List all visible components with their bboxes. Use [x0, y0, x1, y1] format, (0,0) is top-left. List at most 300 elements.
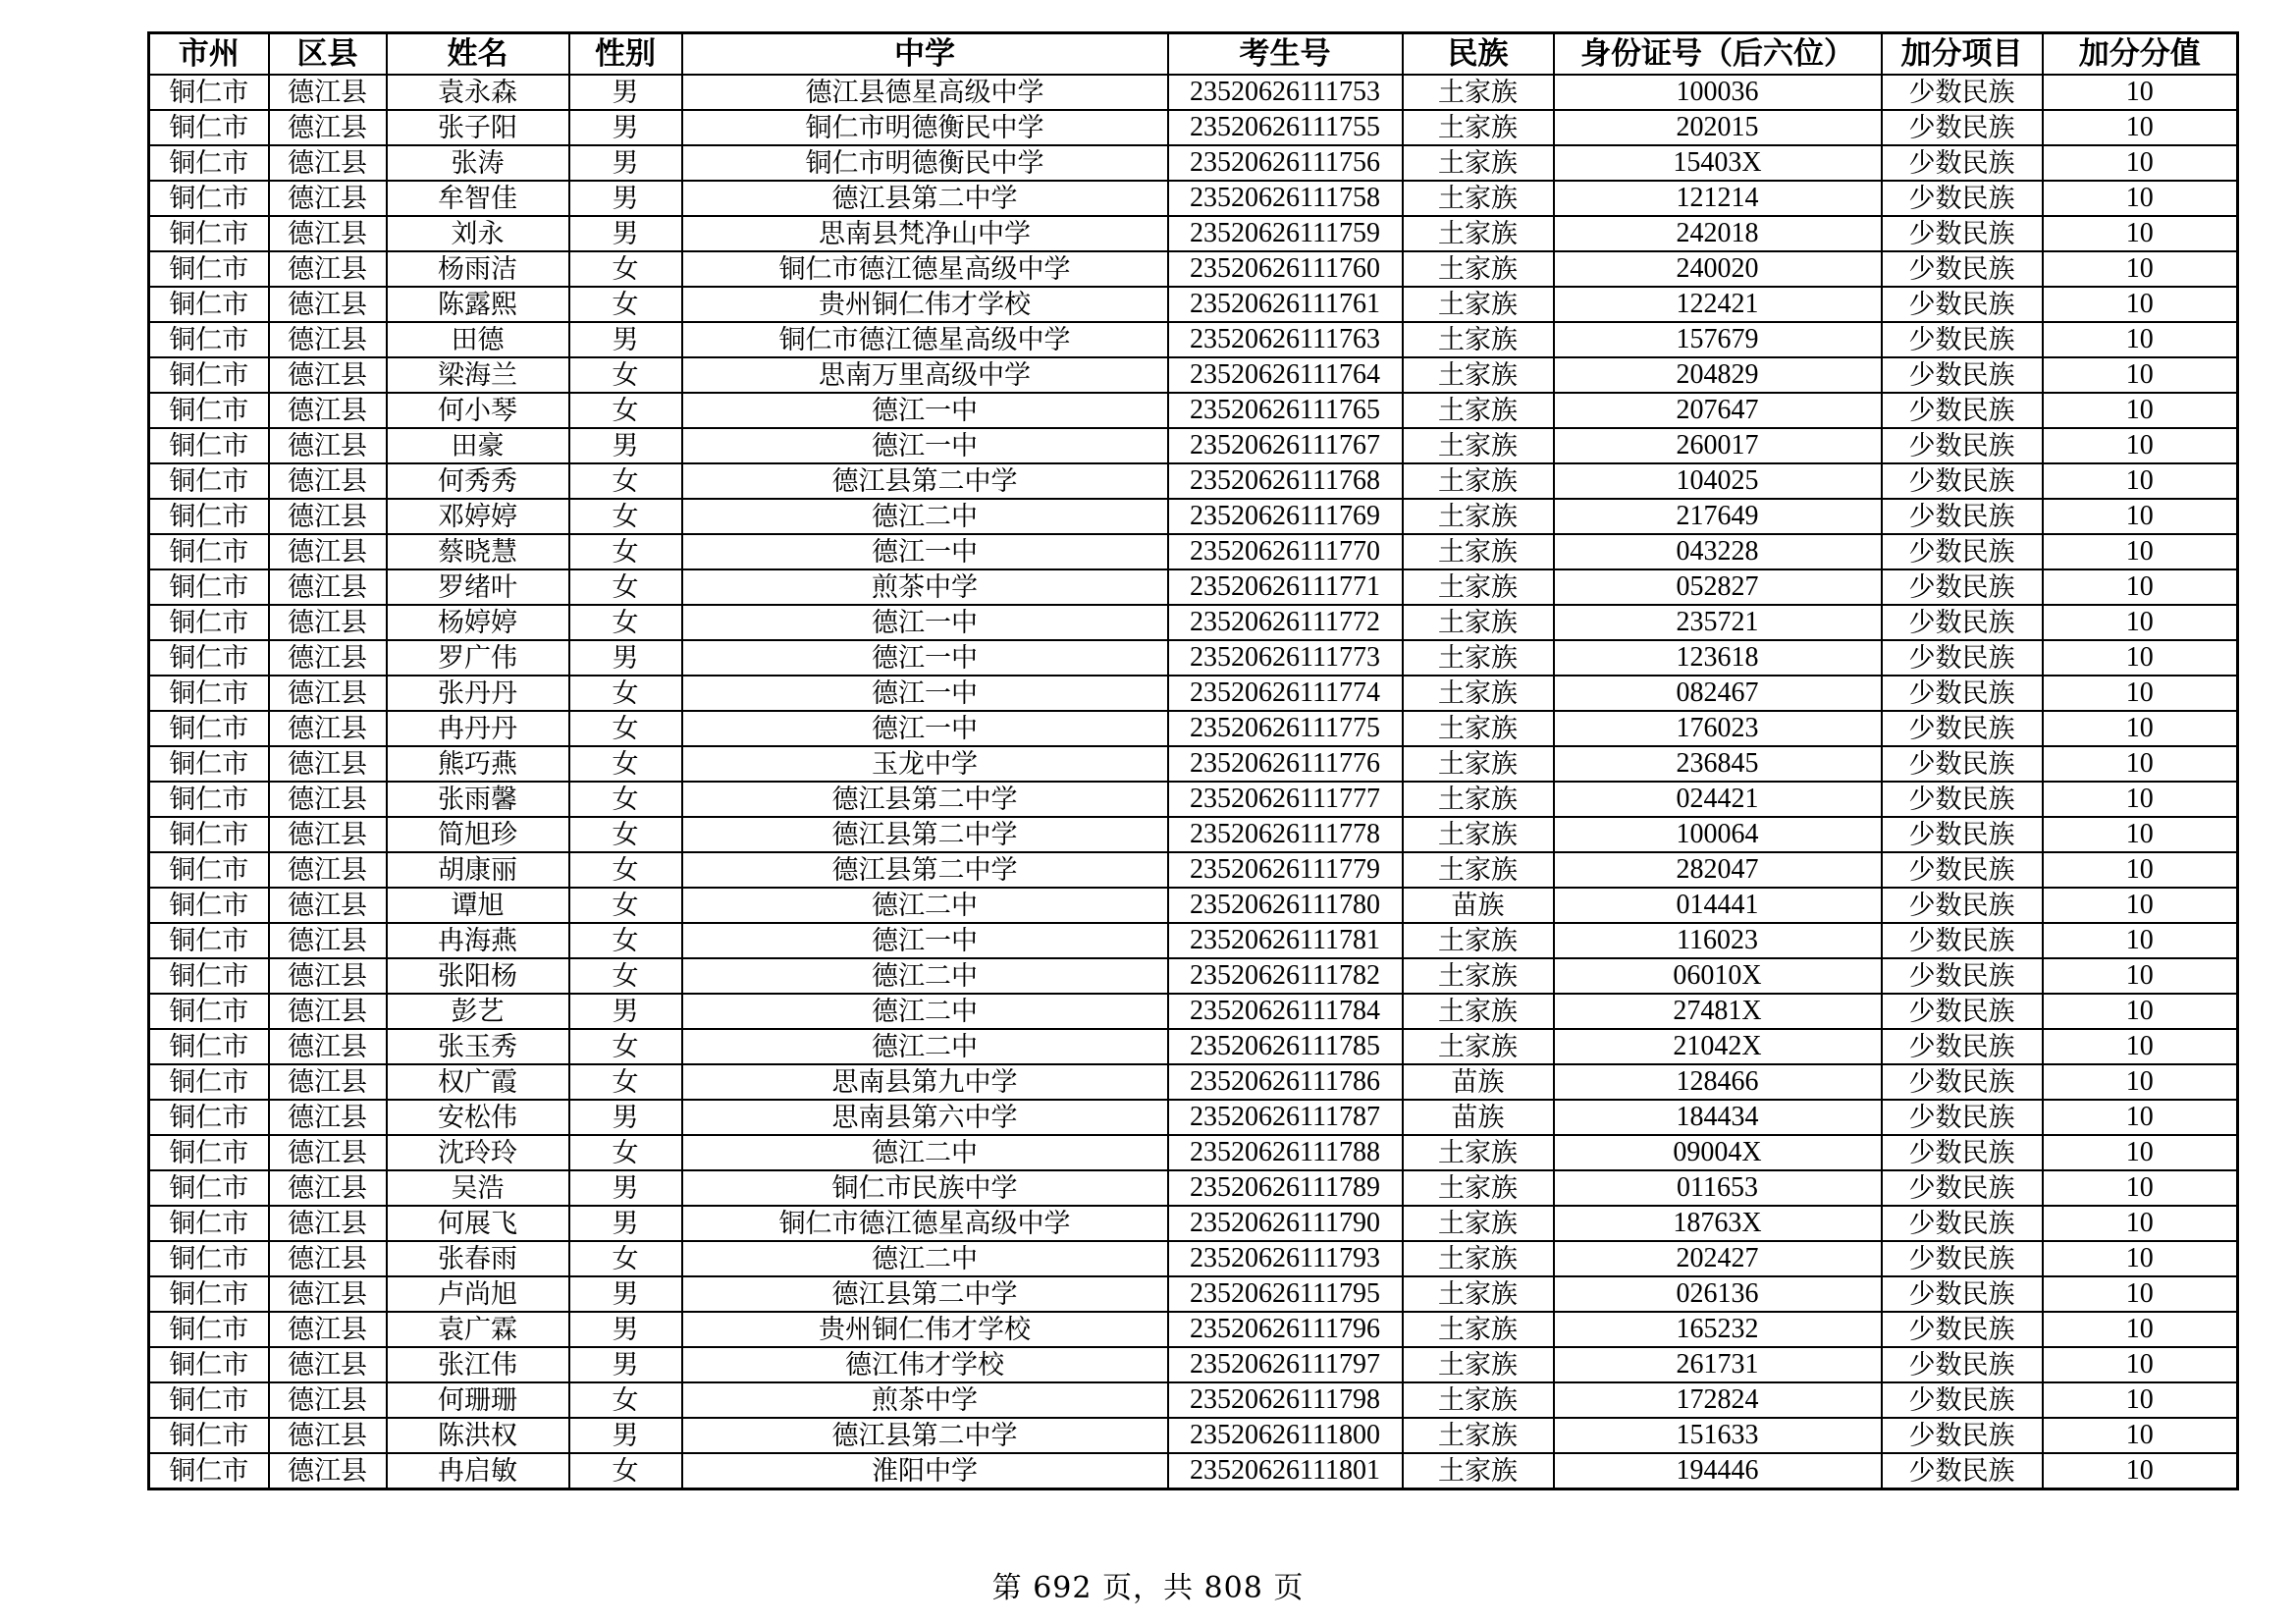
cell-ethnicity: 土家族: [1403, 75, 1554, 110]
cell-bonus-item: 少数民族: [1882, 1347, 2043, 1382]
cell-gender: 男: [569, 1170, 682, 1206]
cell-id-suffix: 15403X: [1554, 145, 1882, 181]
cell-bonus-value: 10: [2043, 852, 2238, 888]
cell-id-suffix: 116023: [1554, 923, 1882, 958]
table-row: [149, 782, 2238, 817]
cell-ethnicity: 土家族: [1403, 322, 1554, 357]
cell-id-suffix: 261731: [1554, 1347, 1882, 1382]
cell-gender: 女: [569, 958, 682, 994]
cell-exam-number: 23520626111777: [1168, 782, 1403, 817]
cell-bonus-value: 10: [2043, 534, 2238, 569]
cell-school: 德江县第二中学: [682, 181, 1168, 216]
cell-county: 德江县: [269, 1100, 387, 1135]
cell-name: 邓婷婷: [387, 499, 569, 534]
cell-name: 卢尚旭: [387, 1276, 569, 1312]
cell-city: 铜仁市: [149, 287, 269, 322]
cell-city: 铜仁市: [149, 958, 269, 994]
cell-ethnicity: 土家族: [1403, 1241, 1554, 1276]
cell-school: 淮阳中学: [682, 1453, 1168, 1489]
cell-id-suffix: 242018: [1554, 216, 1882, 251]
cell-school: 铜仁市明德衡民中学: [682, 110, 1168, 145]
cell-gender: 男: [569, 428, 682, 463]
cell-city: 铜仁市: [149, 1276, 269, 1312]
header-id-suffix: 身份证号（后六位）: [1554, 33, 1882, 76]
cell-bonus-value: 10: [2043, 1453, 2238, 1489]
cell-bonus-item: 少数民族: [1882, 1312, 2043, 1347]
cell-ethnicity: 土家族: [1403, 1135, 1554, 1170]
cell-bonus-value: 10: [2043, 1135, 2238, 1170]
header-bonus-value: 加分分值: [2043, 33, 2238, 76]
table-row: [149, 888, 2238, 923]
cell-city: 铜仁市: [149, 357, 269, 393]
cell-ethnicity: 土家族: [1403, 499, 1554, 534]
cell-bonus-value: 10: [2043, 569, 2238, 605]
cell-bonus-item: 少数民族: [1882, 1453, 2043, 1489]
cell-bonus-item: 少数民族: [1882, 817, 2043, 852]
cell-name: 张玉秀: [387, 1029, 569, 1064]
cell-city: 铜仁市: [149, 1312, 269, 1347]
cell-ethnicity: 土家族: [1403, 1418, 1554, 1453]
cell-gender: 男: [569, 75, 682, 110]
cell-bonus-item: 少数民族: [1882, 569, 2043, 605]
cell-county: 德江县: [269, 1418, 387, 1453]
cell-city: 铜仁市: [149, 534, 269, 569]
cell-school: 德江一中: [682, 923, 1168, 958]
cell-bonus-item: 少数民族: [1882, 75, 2043, 110]
cell-county: 德江县: [269, 216, 387, 251]
cell-exam-number: 23520626111765: [1168, 393, 1403, 428]
cell-gender: 女: [569, 463, 682, 499]
cell-exam-number: 23520626111772: [1168, 605, 1403, 640]
cell-ethnicity: 土家族: [1403, 357, 1554, 393]
cell-name: 何秀秀: [387, 463, 569, 499]
cell-name: 刘永: [387, 216, 569, 251]
cell-bonus-item: 少数民族: [1882, 888, 2043, 923]
cell-exam-number: 23520626111758: [1168, 181, 1403, 216]
cell-bonus-item: 少数民族: [1882, 428, 2043, 463]
cell-county: 德江县: [269, 145, 387, 181]
cell-school: 德江一中: [682, 676, 1168, 711]
cell-gender: 男: [569, 1347, 682, 1382]
cell-school: 铜仁市德江德星高级中学: [682, 1206, 1168, 1241]
cell-exam-number: 23520626111789: [1168, 1170, 1403, 1206]
cell-county: 德江县: [269, 251, 387, 287]
cell-exam-number: 23520626111753: [1168, 75, 1403, 110]
table-row: [149, 110, 2238, 145]
cell-city: 铜仁市: [149, 1418, 269, 1453]
cell-school: 德江二中: [682, 958, 1168, 994]
cell-id-suffix: 235721: [1554, 605, 1882, 640]
cell-ethnicity: 土家族: [1403, 428, 1554, 463]
cell-gender: 男: [569, 1100, 682, 1135]
cell-exam-number: 23520626111797: [1168, 1347, 1403, 1382]
cell-id-suffix: 165232: [1554, 1312, 1882, 1347]
cell-gender: 女: [569, 782, 682, 817]
cell-exam-number: 23520626111764: [1168, 357, 1403, 393]
cell-id-suffix: 217649: [1554, 499, 1882, 534]
cell-county: 德江县: [269, 1347, 387, 1382]
table-row: [149, 1418, 2238, 1453]
cell-id-suffix: 176023: [1554, 711, 1882, 746]
cell-bonus-item: 少数民族: [1882, 181, 2043, 216]
cell-id-suffix: 260017: [1554, 428, 1882, 463]
cell-bonus-item: 少数民族: [1882, 746, 2043, 782]
table-row: [149, 216, 2238, 251]
cell-ethnicity: 土家族: [1403, 782, 1554, 817]
cell-county: 德江县: [269, 287, 387, 322]
cell-exam-number: 23520626111787: [1168, 1100, 1403, 1135]
cell-county: 德江县: [269, 357, 387, 393]
table-row: [149, 852, 2238, 888]
cell-bonus-value: 10: [2043, 958, 2238, 994]
cell-school: 德江一中: [682, 534, 1168, 569]
cell-city: 铜仁市: [149, 1170, 269, 1206]
cell-ethnicity: 土家族: [1403, 605, 1554, 640]
cell-exam-number: 23520626111800: [1168, 1418, 1403, 1453]
cell-exam-number: 23520626111775: [1168, 711, 1403, 746]
table-row: [149, 958, 2238, 994]
cell-name: 熊巧燕: [387, 746, 569, 782]
cell-exam-number: 23520626111756: [1168, 145, 1403, 181]
cell-city: 铜仁市: [149, 1382, 269, 1418]
cell-county: 德江县: [269, 782, 387, 817]
cell-bonus-value: 10: [2043, 994, 2238, 1029]
cell-city: 铜仁市: [149, 463, 269, 499]
cell-city: 铜仁市: [149, 817, 269, 852]
cell-id-suffix: 052827: [1554, 569, 1882, 605]
cell-name: 安松伟: [387, 1100, 569, 1135]
cell-school: 思南万里高级中学: [682, 357, 1168, 393]
cell-id-suffix: 240020: [1554, 251, 1882, 287]
cell-exam-number: 23520626111796: [1168, 1312, 1403, 1347]
cell-exam-number: 23520626111798: [1168, 1382, 1403, 1418]
cell-county: 德江县: [269, 958, 387, 994]
cell-name: 沈玲玲: [387, 1135, 569, 1170]
cell-gender: 女: [569, 1241, 682, 1276]
cell-gender: 女: [569, 1382, 682, 1418]
cell-bonus-value: 10: [2043, 1418, 2238, 1453]
cell-bonus-value: 10: [2043, 1206, 2238, 1241]
cell-county: 德江县: [269, 181, 387, 216]
cell-bonus-item: 少数民族: [1882, 605, 2043, 640]
cell-bonus-value: 10: [2043, 110, 2238, 145]
cell-id-suffix: 27481X: [1554, 994, 1882, 1029]
cell-id-suffix: 100064: [1554, 817, 1882, 852]
cell-school: 思南县第九中学: [682, 1064, 1168, 1100]
cell-gender: 女: [569, 852, 682, 888]
cell-city: 铜仁市: [149, 852, 269, 888]
cell-exam-number: 23520626111801: [1168, 1453, 1403, 1489]
table-row: [149, 711, 2238, 746]
cell-gender: 女: [569, 1029, 682, 1064]
cell-school: 德江伟才学校: [682, 1347, 1168, 1382]
cell-ethnicity: 土家族: [1403, 463, 1554, 499]
cell-school: 贵州铜仁伟才学校: [682, 1312, 1168, 1347]
header-name: 姓名: [387, 33, 569, 76]
table-row: [149, 676, 2238, 711]
cell-ethnicity: 土家族: [1403, 145, 1554, 181]
cell-ethnicity: 土家族: [1403, 817, 1554, 852]
cell-gender: 女: [569, 287, 682, 322]
cell-gender: 女: [569, 393, 682, 428]
cell-id-suffix: 202015: [1554, 110, 1882, 145]
cell-city: 铜仁市: [149, 428, 269, 463]
table-row: [149, 534, 2238, 569]
cell-exam-number: 23520626111778: [1168, 817, 1403, 852]
cell-city: 铜仁市: [149, 1064, 269, 1100]
cell-exam-number: 23520626111795: [1168, 1276, 1403, 1312]
cell-bonus-value: 10: [2043, 322, 2238, 357]
cell-ethnicity: 土家族: [1403, 216, 1554, 251]
cell-county: 德江县: [269, 640, 387, 676]
page-number-footer: 第 692 页，共 808 页: [991, 1571, 1305, 1605]
cell-name: 吴浩: [387, 1170, 569, 1206]
cell-name: 袁永森: [387, 75, 569, 110]
cell-bonus-value: 10: [2043, 711, 2238, 746]
cell-county: 德江县: [269, 605, 387, 640]
table-row: [149, 1453, 2238, 1489]
cell-bonus-value: 10: [2043, 357, 2238, 393]
cell-school: 思南县第六中学: [682, 1100, 1168, 1135]
cell-ethnicity: 土家族: [1403, 958, 1554, 994]
cell-gender: 男: [569, 110, 682, 145]
cell-school: 德江一中: [682, 393, 1168, 428]
cell-exam-number: 23520626111785: [1168, 1029, 1403, 1064]
cell-bonus-value: 10: [2043, 251, 2238, 287]
cell-ethnicity: 土家族: [1403, 1276, 1554, 1312]
table-row: [149, 145, 2238, 181]
cell-bonus-item: 少数民族: [1882, 1418, 2043, 1453]
cell-city: 铜仁市: [149, 393, 269, 428]
cell-id-suffix: 21042X: [1554, 1029, 1882, 1064]
cell-gender: 男: [569, 994, 682, 1029]
cell-bonus-value: 10: [2043, 676, 2238, 711]
cell-county: 德江县: [269, 994, 387, 1029]
cell-exam-number: 23520626111776: [1168, 746, 1403, 782]
header-exam-number: 考生号: [1168, 33, 1403, 76]
cell-name: 冉丹丹: [387, 711, 569, 746]
cell-bonus-item: 少数民族: [1882, 534, 2043, 569]
table-row: [149, 251, 2238, 287]
table-body: [149, 75, 2238, 1489]
cell-bonus-value: 10: [2043, 782, 2238, 817]
cell-bonus-item: 少数民族: [1882, 463, 2043, 499]
cell-exam-number: 23520626111788: [1168, 1135, 1403, 1170]
cell-school: 德江县第二中学: [682, 1276, 1168, 1312]
cell-gender: 女: [569, 605, 682, 640]
table-row: [149, 322, 2238, 357]
cell-id-suffix: 06010X: [1554, 958, 1882, 994]
cell-id-suffix: 128466: [1554, 1064, 1882, 1100]
cell-name: 田德: [387, 322, 569, 357]
cell-county: 德江县: [269, 1206, 387, 1241]
table-row: [149, 428, 2238, 463]
cell-name: 张江伟: [387, 1347, 569, 1382]
cell-id-suffix: 043228: [1554, 534, 1882, 569]
table-row: [149, 1100, 2238, 1135]
cell-school: 德江一中: [682, 428, 1168, 463]
cell-id-suffix: 236845: [1554, 746, 1882, 782]
table-row: [149, 1382, 2238, 1418]
table-row: [149, 1029, 2238, 1064]
cell-gender: 女: [569, 1064, 682, 1100]
cell-school: 铜仁市明德衡民中学: [682, 145, 1168, 181]
cell-gender: 男: [569, 322, 682, 357]
cell-bonus-value: 10: [2043, 640, 2238, 676]
cell-bonus-item: 少数民族: [1882, 499, 2043, 534]
cell-id-suffix: 014441: [1554, 888, 1882, 923]
cell-id-suffix: 011653: [1554, 1170, 1882, 1206]
cell-name: 张子阳: [387, 110, 569, 145]
table-row: [149, 499, 2238, 534]
cell-city: 铜仁市: [149, 75, 269, 110]
cell-id-suffix: 082467: [1554, 676, 1882, 711]
cell-bonus-item: 少数民族: [1882, 676, 2043, 711]
cell-bonus-item: 少数民族: [1882, 110, 2043, 145]
cell-exam-number: 23520626111786: [1168, 1064, 1403, 1100]
cell-bonus-item: 少数民族: [1882, 958, 2043, 994]
cell-name: 谭旭: [387, 888, 569, 923]
cell-exam-number: 23520626111767: [1168, 428, 1403, 463]
cell-bonus-item: 少数民族: [1882, 1276, 2043, 1312]
table-row: [149, 287, 2238, 322]
cell-bonus-item: 少数民族: [1882, 640, 2043, 676]
cell-name: 简旭珍: [387, 817, 569, 852]
cell-county: 德江县: [269, 676, 387, 711]
cell-city: 铜仁市: [149, 711, 269, 746]
cell-ethnicity: 苗族: [1403, 1100, 1554, 1135]
cell-bonus-item: 少数民族: [1882, 1064, 2043, 1100]
cell-county: 德江县: [269, 499, 387, 534]
cell-bonus-value: 10: [2043, 1064, 2238, 1100]
cell-city: 铜仁市: [149, 1206, 269, 1241]
cell-county: 德江县: [269, 1064, 387, 1100]
header-city: 市州: [149, 33, 269, 76]
cell-id-suffix: 121214: [1554, 181, 1882, 216]
table-row: [149, 746, 2238, 782]
cell-bonus-value: 10: [2043, 746, 2238, 782]
cell-city: 铜仁市: [149, 605, 269, 640]
cell-bonus-item: 少数民族: [1882, 994, 2043, 1029]
cell-bonus-value: 10: [2043, 605, 2238, 640]
cell-exam-number: 23520626111755: [1168, 110, 1403, 145]
cell-name: 梁海兰: [387, 357, 569, 393]
cell-bonus-item: 少数民族: [1882, 251, 2043, 287]
cell-bonus-value: 10: [2043, 1241, 2238, 1276]
cell-county: 德江县: [269, 1135, 387, 1170]
table-row: [149, 640, 2238, 676]
cell-gender: 女: [569, 569, 682, 605]
cell-school: 德江县第二中学: [682, 463, 1168, 499]
cell-gender: 女: [569, 499, 682, 534]
cell-school: 德江县第二中学: [682, 852, 1168, 888]
table-row: [149, 75, 2238, 110]
cell-school: 德江县第二中学: [682, 1418, 1168, 1453]
cell-county: 德江县: [269, 1170, 387, 1206]
cell-exam-number: 23520626111784: [1168, 994, 1403, 1029]
bonus-points-table: [147, 31, 2239, 1490]
cell-name: 袁广霖: [387, 1312, 569, 1347]
table-header-row: [149, 33, 2238, 76]
cell-gender: 男: [569, 181, 682, 216]
table-row: [149, 569, 2238, 605]
cell-id-suffix: 172824: [1554, 1382, 1882, 1418]
cell-ethnicity: 苗族: [1403, 888, 1554, 923]
cell-school: 德江二中: [682, 499, 1168, 534]
cell-city: 铜仁市: [149, 746, 269, 782]
cell-bonus-item: 少数民族: [1882, 1135, 2043, 1170]
cell-school: 思南县梵净山中学: [682, 216, 1168, 251]
cell-city: 铜仁市: [149, 994, 269, 1029]
cell-county: 德江县: [269, 817, 387, 852]
cell-bonus-value: 10: [2043, 499, 2238, 534]
table-row: [149, 181, 2238, 216]
cell-city: 铜仁市: [149, 1029, 269, 1064]
table-row: [149, 393, 2238, 428]
cell-name: 陈露熙: [387, 287, 569, 322]
cell-county: 德江县: [269, 569, 387, 605]
cell-school: 煎茶中学: [682, 1382, 1168, 1418]
cell-school: 铜仁市民族中学: [682, 1170, 1168, 1206]
table-row: [149, 605, 2238, 640]
cell-county: 德江县: [269, 463, 387, 499]
cell-id-suffix: 026136: [1554, 1276, 1882, 1312]
cell-id-suffix: 157679: [1554, 322, 1882, 357]
cell-id-suffix: 151633: [1554, 1418, 1882, 1453]
cell-city: 铜仁市: [149, 110, 269, 145]
cell-ethnicity: 土家族: [1403, 1170, 1554, 1206]
cell-gender: 女: [569, 746, 682, 782]
cell-gender: 女: [569, 711, 682, 746]
cell-county: 德江县: [269, 1241, 387, 1276]
cell-bonus-item: 少数民族: [1882, 1170, 2043, 1206]
cell-county: 德江县: [269, 888, 387, 923]
cell-city: 铜仁市: [149, 322, 269, 357]
cell-gender: 女: [569, 923, 682, 958]
cell-name: 张春雨: [387, 1241, 569, 1276]
cell-bonus-value: 10: [2043, 393, 2238, 428]
cell-city: 铜仁市: [149, 1135, 269, 1170]
cell-exam-number: 23520626111759: [1168, 216, 1403, 251]
cell-school: 铜仁市德江德星高级中学: [682, 322, 1168, 357]
cell-gender: 男: [569, 216, 682, 251]
cell-ethnicity: 土家族: [1403, 1453, 1554, 1489]
cell-id-suffix: 100036: [1554, 75, 1882, 110]
cell-bonus-value: 10: [2043, 1276, 2238, 1312]
cell-county: 德江县: [269, 1276, 387, 1312]
cell-bonus-value: 10: [2043, 1029, 2238, 1064]
cell-id-suffix: 282047: [1554, 852, 1882, 888]
cell-name: 蔡晓慧: [387, 534, 569, 569]
cell-gender: 女: [569, 817, 682, 852]
table-row: [149, 923, 2238, 958]
cell-gender: 女: [569, 1135, 682, 1170]
cell-exam-number: 23520626111782: [1168, 958, 1403, 994]
table-row: [149, 1135, 2238, 1170]
cell-gender: 男: [569, 1312, 682, 1347]
cell-ethnicity: 土家族: [1403, 640, 1554, 676]
cell-gender: 女: [569, 888, 682, 923]
cell-name: 牟智佳: [387, 181, 569, 216]
cell-ethnicity: 土家族: [1403, 287, 1554, 322]
cell-bonus-item: 少数民族: [1882, 322, 2043, 357]
cell-gender: 女: [569, 1453, 682, 1489]
table-row: [149, 1241, 2238, 1276]
cell-bonus-item: 少数民族: [1882, 711, 2043, 746]
cell-bonus-value: 10: [2043, 1312, 2238, 1347]
cell-bonus-value: 10: [2043, 1382, 2238, 1418]
cell-name: 张雨馨: [387, 782, 569, 817]
